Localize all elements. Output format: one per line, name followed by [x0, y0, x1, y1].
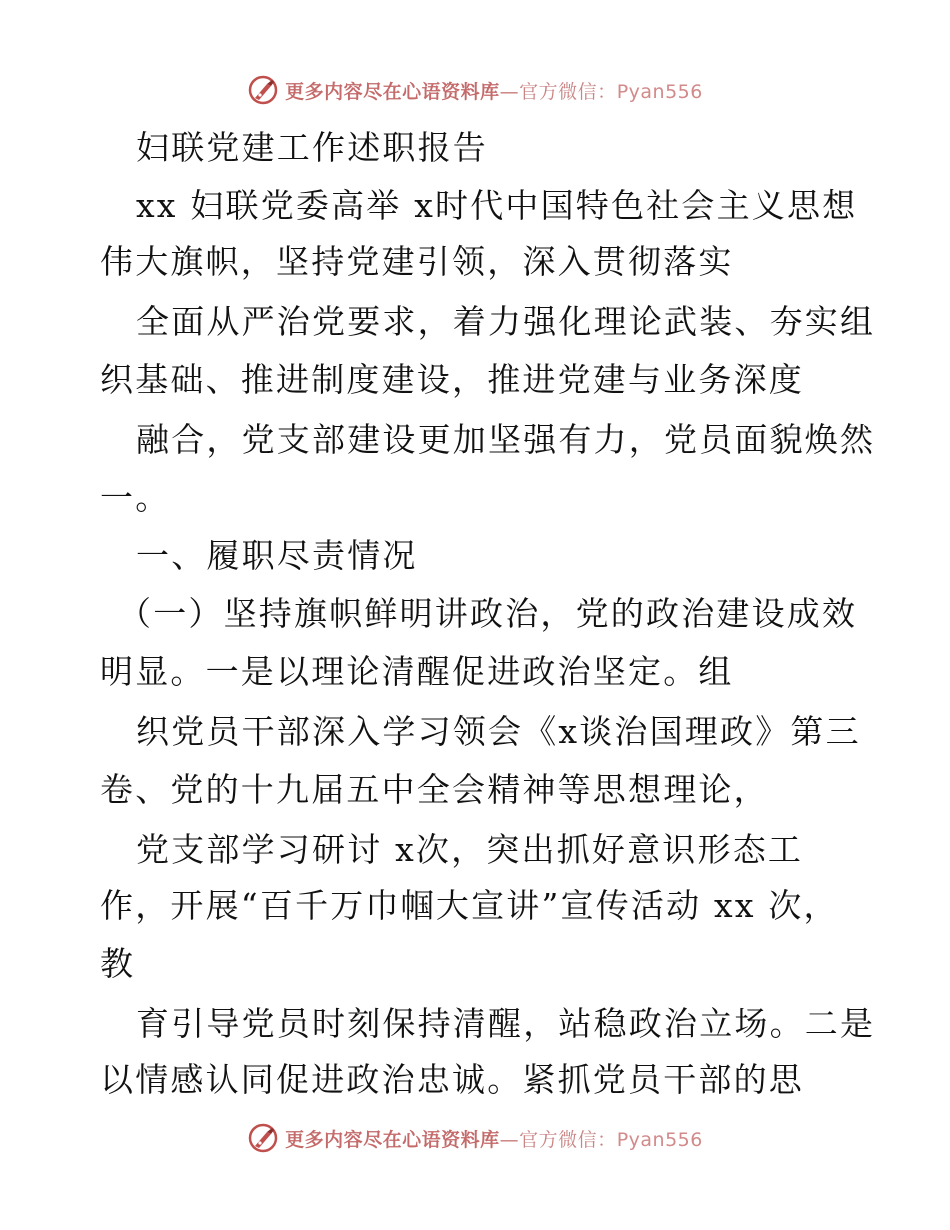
paragraph-line: 织党员干部深入学习领会《x谈治国理政》第三	[136, 712, 861, 751]
banner-library-name: 更多内容尽在心语资料库	[285, 80, 500, 103]
paragraph-line: 融合，党支部建设更加坚强有力，党员面貌焕然	[136, 420, 876, 459]
paragraph-line: 伟大旗帜，坚持党建引领，深入贯彻落实	[100, 242, 734, 281]
banner-library-name: 更多内容尽在心语资料库	[285, 1128, 500, 1151]
banner-text	[285, 1125, 703, 1152]
banner-separator: —	[499, 80, 520, 103]
banner-wechat-label: 官方微信：	[519, 80, 617, 103]
paragraph-line: xx 妇联党委高举 x时代中国特色社会主义思想	[136, 186, 858, 225]
paragraph-line: （一）坚持旗帜鲜明讲政治，党的政治建设成效	[118, 594, 858, 633]
pen-nib-logo-icon	[247, 74, 279, 106]
paragraph-line: 卷、党的十九届五中全会精神等思想理论，	[100, 770, 769, 809]
banner-text	[285, 77, 703, 104]
footer-banner	[0, 1118, 950, 1158]
document-title: 妇联党建工作述职报告	[136, 128, 488, 167]
paragraph-line: 育引导党员时刻保持清醒，站稳政治立场。二是	[136, 1004, 876, 1043]
banner-wechat-id: Pyan556	[616, 1128, 703, 1151]
header-banner	[0, 70, 950, 110]
banner-separator: —	[499, 1128, 520, 1151]
banner-wechat-id: Pyan556	[616, 80, 703, 103]
paragraph-line: 以情感认同促进政治忠诚。紧抓党员干部的思	[100, 1060, 804, 1099]
pen-nib-logo-icon	[247, 1122, 279, 1154]
paragraph-line: 教	[100, 944, 136, 983]
paragraph-line: 明显。一是以理论清醒促进政治坚定。组	[100, 652, 734, 691]
section-heading: 一、履职尽责情况	[136, 536, 418, 575]
paragraph-line: 全面从严治党要求，着力强化理论武装、夯实组	[136, 302, 876, 341]
paragraph-line: 织基础、推进制度建设，推进党建与业务深度	[100, 360, 804, 399]
banner-wechat-label: 官方微信：	[519, 1128, 617, 1151]
paragraph-line: 作，开展“百千万巾帼大宣讲”宣传活动 xx 次，	[100, 886, 839, 925]
paragraph-line: 党支部学习研讨 x次，突出抓好意识形态工	[136, 830, 804, 869]
paragraph-line: 一。	[100, 478, 171, 517]
